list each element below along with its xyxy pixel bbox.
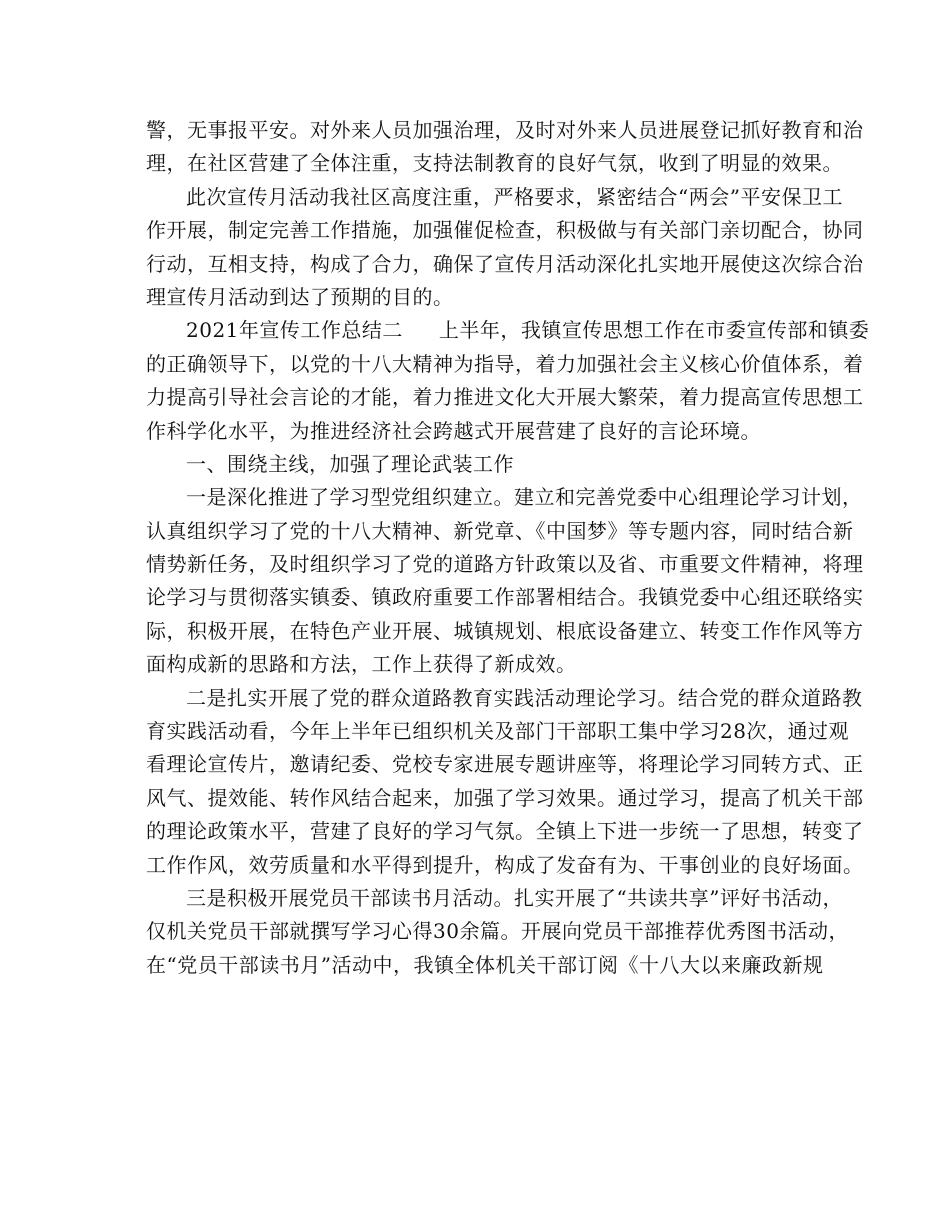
paragraph-start-line: 一是深化推进了学习型党组织建立。建立和完善党委中心组理论学习计划， (186, 485, 863, 510)
text-line: 在“党员干部读书月”活动中，我镇全体机关干部订阅《十八大以来廉政新规 (146, 952, 824, 977)
section-heading: 一、围绕主线，加强了理论武装工作 (186, 451, 514, 476)
text-line: 看理论宣传片，邀请纪委、党校专家进展专题讲座等，将理论学习同转方式、正 (146, 752, 864, 777)
text-line: 作开展，制定完善工作措施，加强催促检查，积极做与有关部门亲切配合，协同 (146, 218, 864, 243)
text-line: 风气、提效能、转作风结合起来，加强了学习效果。通过学习，提高了机关干部 (146, 785, 864, 810)
text-line: 行动，互相支持，构成了合力，确保了宣传月活动深化扎实地开展使这次综合治 (146, 251, 864, 276)
paragraph-start-line: 此次宣传月活动我社区高度注重，严格要求，紧密结合“两会”平安保卫工 (186, 184, 843, 209)
section-heading-text: 上半年，我镇宣传思想工作在市委宣传部和镇委 (438, 318, 870, 343)
text-line: 作科学化水平，为推进经济社会跨越式开展营建了良好的言论环境。 (146, 418, 761, 443)
text-line: 论学习与贯彻落实镇委、镇政府重要工作部署相结合。我镇党委中心组还联络实 (146, 585, 864, 610)
text-line: 际，积极开展，在特色产业开展、城镇规划、根底设备建立、转变工作作风等方 (146, 618, 864, 643)
text-line: 理，在社区营建了全体注重，支持法制教育的良好气氛，收到了明显的效果。 (146, 151, 843, 176)
paragraph-start-line: 三是积极开展党员干部读书月活动。扎实开展了“共读共享”评好书活动， (186, 885, 843, 910)
paragraph-start-line: 二是扎实开展了党的群众道路教育实践活动理论学习。结合党的群众道路教 (186, 685, 863, 710)
text-line: 育实践活动看，今年上半年已组织机关及部门干部职工集中学习28次，通过观 (146, 719, 849, 744)
text-line: 的正确领导下，以党的十八大精神为指导，着力加强社会主义核心价值体系，着 (146, 351, 864, 376)
text-line: 的理论政策水平，营建了良好的学习气氛。全镇上下进一步统一了思想，转变了 (146, 819, 864, 844)
text-line: 认真组织学习了党的十八大精神、新党章、《中国梦》等专题内容，同时结合新 (146, 518, 854, 543)
text-line: 警，无事报平安。对外来人员加强治理，及时对外来人员进展登记抓好教育和治 (146, 118, 864, 142)
text-line: 面构成新的思路和方法，工作上获得了新成效。 (146, 652, 577, 677)
section-heading-title: 2021年宣传工作总结二 (186, 318, 403, 343)
text-line: 工作作风，效劳质量和水平得到提升，构成了发奋有为、干事创业的良好场面。 (146, 852, 864, 877)
paragraph-start-line (146, 314, 870, 347)
text-line: 力提高引导社会言论的才能，着力推进文化大开展大繁荣，着力提高宣传思想工 (146, 385, 864, 410)
text-line: 理宣传月活动到达了预期的目的。 (146, 284, 454, 309)
text-line: 仅机关党员干部就撰写学习心得30余篇。开展向党员干部推荐优秀图书活动， (146, 919, 849, 944)
text-line: 情势新任务，及时组织学习了党的道路方针政策以及省、市重要文件精神，将理 (146, 552, 864, 577)
document-body (146, 114, 870, 982)
